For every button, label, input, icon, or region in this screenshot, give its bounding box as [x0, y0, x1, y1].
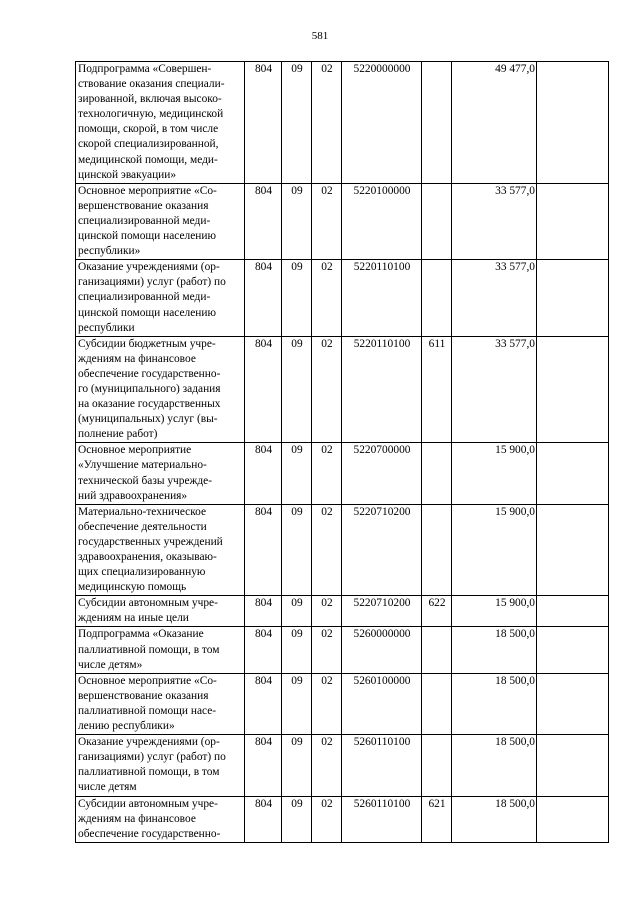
- ministry-code-cell: 804: [245, 504, 282, 596]
- amount-cell: 18 500,0: [452, 673, 537, 734]
- item-name-cell: [76, 504, 245, 596]
- item-name-line: технологичную, медицинской: [78, 108, 224, 121]
- item-name-cell: [76, 336, 245, 443]
- table-row: [76, 673, 609, 734]
- item-name-cell: [76, 62, 245, 184]
- item-name-line: «Улучшение материально-: [78, 459, 207, 472]
- empty-cell: [537, 627, 609, 673]
- table-row: [76, 183, 609, 259]
- table-row: [76, 596, 609, 627]
- subsection-code-cell: 02: [312, 62, 342, 184]
- item-name-line: государственных учреждений: [78, 535, 223, 548]
- section-code-cell: 09: [282, 735, 312, 796]
- table-row: [76, 62, 609, 184]
- expense-type-cell: [422, 735, 452, 796]
- table-row: [76, 735, 609, 796]
- target-article-cell: 5220100000: [342, 183, 422, 259]
- item-name-line: специализированной меди-: [78, 214, 211, 227]
- item-name-line: специализированной меди-: [78, 291, 211, 304]
- subsection-code-cell: 02: [312, 260, 342, 336]
- ministry-code-cell: 804: [245, 62, 282, 184]
- item-name-cell: [76, 627, 245, 673]
- amount-cell: 15 900,0: [452, 596, 537, 627]
- amount-cell: 15 900,0: [452, 504, 537, 596]
- item-name-line: здравоохранения, оказываю-: [78, 551, 217, 563]
- item-name-line: ствование оказания специали-: [78, 78, 225, 91]
- table-row: [76, 443, 609, 504]
- item-name-line: числе детям»: [78, 658, 143, 671]
- item-name-cell: [76, 596, 245, 627]
- item-name-line: Оказание учреждениями (ор-: [78, 261, 220, 274]
- expense-type-cell: 622: [422, 596, 452, 627]
- item-name-line: медицинскую помощь: [78, 581, 187, 594]
- expense-type-cell: [422, 260, 452, 336]
- subsection-code-cell: 02: [312, 504, 342, 596]
- empty-cell: [537, 62, 609, 184]
- item-name-line: Основное мероприятие: [78, 444, 192, 457]
- item-name-cell: [76, 796, 245, 842]
- expense-type-cell: 621: [422, 796, 452, 842]
- ministry-code-cell: 804: [245, 596, 282, 627]
- empty-cell: [537, 183, 609, 259]
- target-article-cell: 5260000000: [342, 627, 422, 673]
- item-name-line: цинской помощи населению: [78, 306, 216, 319]
- item-name-line: вершенствование оказания: [78, 199, 209, 212]
- item-name-line: ждениям на иные цели: [78, 612, 189, 625]
- subsection-code-cell: 02: [312, 627, 342, 673]
- item-name-line: Основное мероприятие «Со-: [78, 674, 217, 687]
- subsection-code-cell: 02: [312, 443, 342, 504]
- item-name-line: помощи, скорой, в том числе: [78, 123, 219, 136]
- item-name-line: ний здравоохранения»: [78, 489, 188, 502]
- item-name-cell: [76, 735, 245, 796]
- section-code-cell: 09: [282, 183, 312, 259]
- section-code-cell: 09: [282, 673, 312, 734]
- empty-cell: [537, 796, 609, 842]
- amount-cell: 18 500,0: [452, 735, 537, 796]
- ministry-code-cell: 804: [245, 260, 282, 336]
- section-code-cell: 09: [282, 443, 312, 504]
- item-name-cell: [76, 260, 245, 336]
- expense-type-cell: 611: [422, 336, 452, 443]
- item-name-line: на оказание государственных: [78, 398, 221, 411]
- item-name-line: цинской помощи населению: [78, 230, 216, 243]
- item-name-line: полнение работ): [78, 428, 158, 441]
- item-name-line: республики»: [78, 245, 141, 258]
- ministry-code-cell: 804: [245, 673, 282, 734]
- target-article-cell: 5220110100: [342, 260, 422, 336]
- item-name-line: Подпрограмма «Оказание: [78, 628, 204, 641]
- table-row: [76, 336, 609, 443]
- target-article-cell: 5220110100: [342, 336, 422, 443]
- table-row: [76, 796, 609, 842]
- section-code-cell: 09: [282, 336, 312, 443]
- empty-cell: [537, 596, 609, 627]
- target-article-cell: 5260100000: [342, 673, 422, 734]
- item-name-line: паллиативной помощи, в том: [78, 643, 220, 656]
- amount-cell: 18 500,0: [452, 627, 537, 673]
- section-code-cell: 09: [282, 504, 312, 596]
- expense-type-cell: [422, 443, 452, 504]
- item-name-line: ганизациями) услуг (работ) по: [78, 276, 226, 289]
- amount-cell: 15 900,0: [452, 443, 537, 504]
- item-name-line: Субсидии автономным учре-: [78, 597, 218, 610]
- item-name-line: (муниципальных) услуг (вы-: [78, 413, 218, 426]
- empty-cell: [537, 504, 609, 596]
- item-name-line: Основное мероприятие «Со-: [78, 184, 217, 197]
- amount-cell: 33 577,0: [452, 183, 537, 259]
- item-name-line: цинской эвакуации»: [78, 168, 177, 181]
- item-name-line: ганизациями) услуг (работ) по: [78, 751, 226, 764]
- item-name-line: ждениям на финансовое: [78, 352, 196, 365]
- table-body: [76, 62, 609, 843]
- table-row: [76, 627, 609, 673]
- ministry-code-cell: 804: [245, 627, 282, 673]
- subsection-code-cell: 02: [312, 183, 342, 259]
- amount-cell: 33 577,0: [452, 336, 537, 443]
- expense-type-cell: [422, 673, 452, 734]
- subsection-code-cell: 02: [312, 596, 342, 627]
- item-name-line: республики: [78, 321, 135, 334]
- item-name-line: Материально-техническое: [78, 505, 207, 518]
- subsection-code-cell: 02: [312, 735, 342, 796]
- section-code-cell: 09: [282, 596, 312, 627]
- expense-type-cell: [422, 627, 452, 673]
- item-name-line: обеспечение деятельности: [78, 520, 207, 533]
- expense-type-cell: [422, 183, 452, 259]
- item-name-line: щих специализированную: [78, 566, 206, 579]
- target-article-cell: 5260110100: [342, 796, 422, 842]
- subsection-code-cell: 02: [312, 796, 342, 842]
- item-name-line: скорой специализированной,: [78, 138, 219, 151]
- expense-type-cell: [422, 504, 452, 596]
- item-name-line: Субсидии бюджетным учре-: [78, 337, 216, 350]
- item-name-line: ждениям на финансовое: [78, 812, 196, 825]
- item-name-line: Оказание учреждениями (ор-: [78, 736, 220, 749]
- subsection-code-cell: 02: [312, 336, 342, 443]
- section-code-cell: 09: [282, 627, 312, 673]
- amount-cell: 33 577,0: [452, 260, 537, 336]
- section-code-cell: 09: [282, 260, 312, 336]
- target-article-cell: 5220700000: [342, 443, 422, 504]
- empty-cell: [537, 735, 609, 796]
- item-name-line: паллиативной помощи, в том: [78, 766, 220, 779]
- empty-cell: [537, 443, 609, 504]
- item-name-line: го (муниципального) задания: [78, 382, 221, 395]
- subsection-code-cell: 02: [312, 673, 342, 734]
- item-name-line: Субсидии автономным учре-: [78, 797, 218, 810]
- target-article-cell: 5220710200: [342, 596, 422, 627]
- ministry-code-cell: 804: [245, 443, 282, 504]
- item-name-line: технической базы учрежде-: [78, 474, 213, 487]
- target-article-cell: 5260110100: [342, 735, 422, 796]
- item-name-line: зированной, включая высоко-: [78, 93, 222, 106]
- target-article-cell: 5220000000: [342, 62, 422, 184]
- item-name-cell: [76, 443, 245, 504]
- empty-cell: [537, 260, 609, 336]
- amount-cell: 18 500,0: [452, 796, 537, 842]
- ministry-code-cell: 804: [245, 336, 282, 443]
- section-code-cell: 09: [282, 62, 312, 184]
- item-name-line: медицинской помощи, меди-: [78, 153, 218, 166]
- item-name-cell: [76, 673, 245, 734]
- item-name-line: паллиативной помощи насе-: [78, 704, 217, 717]
- ministry-code-cell: 804: [245, 796, 282, 842]
- item-name-line: обеспечение государственно-: [78, 827, 221, 840]
- empty-cell: [537, 336, 609, 443]
- budget-table: [75, 61, 609, 843]
- item-name-line: числе детям: [78, 781, 137, 794]
- item-name-cell: [76, 183, 245, 259]
- expense-type-cell: [422, 62, 452, 184]
- amount-cell: 49 477,0: [452, 62, 537, 184]
- ministry-code-cell: 804: [245, 183, 282, 259]
- table-row: [76, 260, 609, 336]
- ministry-code-cell: 804: [245, 735, 282, 796]
- item-name-line: обеспечение государственно-: [78, 367, 221, 380]
- section-code-cell: 09: [282, 796, 312, 842]
- item-name-line: Подпрограмма «Совершен-: [78, 63, 212, 75]
- item-name-line: вершенствование оказания: [78, 689, 209, 702]
- table-row: [76, 504, 609, 596]
- target-article-cell: 5220710200: [342, 504, 422, 596]
- item-name-line: лению республики»: [78, 720, 175, 733]
- empty-cell: [537, 673, 609, 734]
- page-number: 581: [311, 30, 329, 42]
